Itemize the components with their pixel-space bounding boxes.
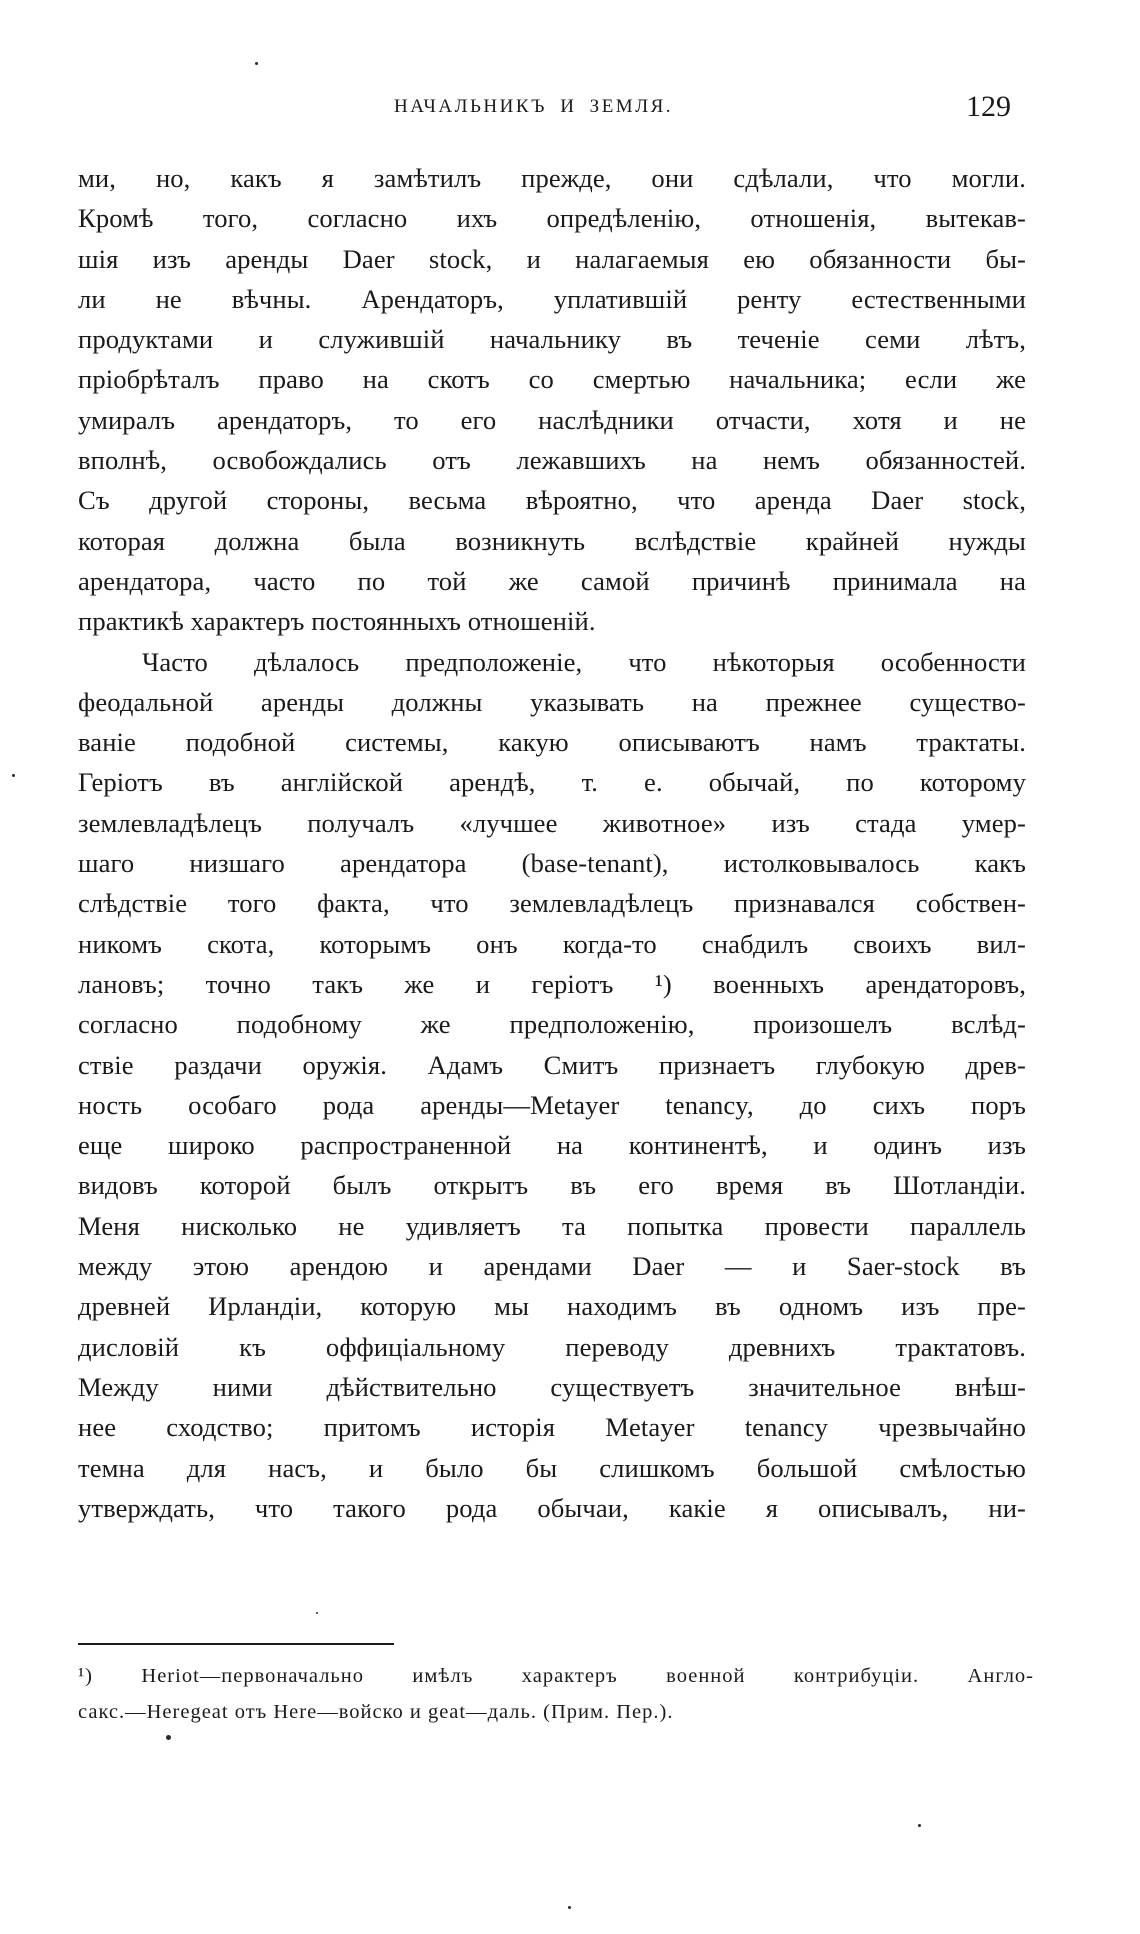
text-line: никомъ скота, которымъ онъ когда-то снабдилъ своихъ вил- [78, 928, 1026, 959]
text-line: ми, но, какъ я замѣтилъ прежде, они сдѣлали, что могли. [78, 163, 1026, 193]
text-line: лановъ; точно такъ же и геріотъ ¹) военныхъ арендаторовъ, [78, 968, 1026, 999]
text-line: Меня нисколько не удивляетъ та попытка провести параллель [78, 1210, 1026, 1241]
ink-speck [255, 62, 258, 65]
text-line: между этою арендою и арендами Daer — и Saer-stock въ [78, 1251, 1026, 1282]
text-line: ствіе раздачи оружія. Адамъ Смитъ признаетъ глубокую древ- [78, 1049, 1026, 1080]
text-line: Геріотъ въ англійской арендѣ, т. е. обычай, по которому [78, 767, 1026, 798]
text-line: слѣдствіе того факта, что землевладѣлецъ признавался собствен- [78, 888, 1026, 919]
text-line: Часто дѣлалось предположеніе, что нѣкоторыя особенности [142, 646, 1026, 677]
ink-speck [316, 1612, 318, 1614]
text-line: практикѣ характеръ постоянныхъ отношеній. [78, 606, 596, 637]
text-line: темна для насъ, и было бы слишкомъ большой смѣлостью [78, 1452, 1026, 1483]
footnote-line: ¹) Heriot—первоначально имѣлъ характеръ военной контрибуціи. Англо- [78, 1665, 1034, 1687]
text-line: еще широко распространенной на континентѣ, и одинъ изъ [78, 1130, 1026, 1161]
text-line: феодальной аренды должны указывать на прежнее существо- [78, 686, 1026, 717]
ink-speck [918, 1824, 921, 1827]
text-line: видовъ которой былъ открытъ въ его время въ Шотландіи. [78, 1170, 1026, 1201]
page-header [0, 90, 1140, 130]
text-line: ваніе подобной системы, какую описываютъ намъ трактаты. [78, 727, 1026, 758]
running-title: НАЧАЛЬНИКЪ И ЗЕМЛЯ. [394, 96, 674, 117]
text-line: умиралъ арендаторъ, то его наслѣдники отчасти, хотя и не [78, 404, 1026, 435]
text-line: Между ними дѣйствительно существуетъ значительное внѣш- [78, 1371, 1026, 1402]
text-line: древней Ирландіи, которую мы находимъ въ одномъ изъ пре- [78, 1291, 1026, 1322]
page-number: 129 [966, 90, 1011, 123]
footnote-line: сакс.—Heregeat отъ Here—войско и geat—даль. (Прим. Пер.). [78, 1701, 674, 1723]
text-line: вполнѣ, освобождались отъ лежавшихъ на немъ обязанностей. [78, 445, 1026, 476]
ink-speck [166, 1735, 171, 1740]
text-line: Съ другой стороны, весьма вѣроятно, что аренда Daer stock, [78, 485, 1026, 516]
text-line: землевладѣлецъ получалъ «лучшее животное» изъ стада умер- [78, 807, 1026, 838]
footnotes [78, 1658, 1034, 1730]
text-line: дисловій къ оффиціальному переводу древнихъ трактатовъ. [78, 1331, 1026, 1362]
ink-speck [568, 1906, 571, 1909]
footnote-separator [78, 1643, 394, 1645]
text-line: продуктами и служившій начальнику въ теченіе семи лѣтъ, [78, 324, 1026, 355]
text-line: пріобрѣталъ право на скотъ со смертью начальника; если же [78, 364, 1026, 395]
text-line: Кромѣ того, согласно ихъ опредѣленію, отношенія, вытекав- [78, 203, 1026, 234]
text-line: арендатора, часто по той же самой причинѣ принимала на [78, 565, 1026, 596]
text-line: утверждать, что такого рода обычаи, какіе я описывалъ, ни- [78, 1492, 1026, 1523]
text-line: которая должна была возникнуть вслѣдствіе крайней нужды [78, 525, 1026, 556]
text-line: нее сходство; притомъ исторія Metayer tenancy чрезвычайно [78, 1412, 1026, 1443]
text-line: шаго низшаго арендатора (base-tenant), истолковывалось какъ [78, 848, 1026, 879]
body-text [78, 158, 1026, 1528]
text-line: согласно подобному же предположенію, произошелъ вслѣд- [78, 1009, 1026, 1040]
ink-speck [12, 774, 15, 777]
text-line: ли не вѣчны. Арендаторъ, уплатившій ренту естественными [78, 283, 1026, 314]
text-line: ность особаго рода аренды—Metayer tenancy, до сихъ поръ [78, 1089, 1026, 1120]
text-line: шія изъ аренды Daer stock, и налагаемыя ею обязанности бы- [78, 243, 1026, 274]
